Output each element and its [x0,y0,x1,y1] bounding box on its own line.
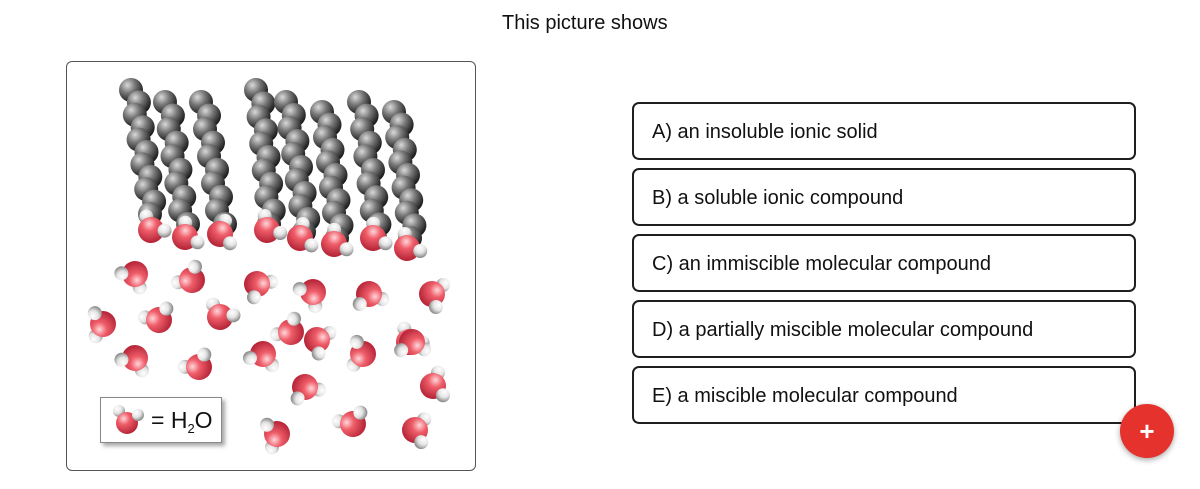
answer-option-b[interactable] [632,168,1136,226]
water-molecule [201,211,246,258]
legend-formula: = $H_2O$ [151,407,213,436]
answer-option-label: A) an insoluble ionic solid [652,121,878,143]
water-molecule [345,275,392,320]
water-molecule [281,367,329,414]
water-molecule [251,410,296,457]
water-legend [100,397,222,443]
answer-option-e[interactable] [632,366,1136,424]
molecule-figure [66,61,476,471]
water-molecule [387,224,434,269]
water-molecule [419,278,450,314]
water-molecule [301,322,338,363]
plus-icon: + [1139,415,1155,446]
water-molecule [135,293,183,340]
water-molecule [352,214,400,261]
water-molecule [164,213,212,260]
water-molecule [329,397,377,444]
water-molecule [389,324,433,365]
water-molecule [202,296,243,333]
water-molecule [175,340,222,388]
water-molecule [342,332,379,373]
water-molecule [247,206,294,251]
water-molecule [79,301,120,345]
water-molecule [112,342,153,379]
hydrogen-atom [243,351,257,365]
answer-option-c[interactable] [632,234,1136,292]
answer-option-label: D) a partially miscible molecular compound [652,319,1034,341]
question-prompt: This picture shows [502,12,668,34]
water-molecule [313,220,361,267]
water-molecule [168,254,213,301]
water-molecule [414,363,459,410]
hydrogen-atom [429,300,443,314]
water-molecule [243,341,279,372]
water-molecule [287,271,334,316]
answer-option-label: B) a soluble ionic compound [652,187,904,209]
water-molecule [110,255,154,296]
water-molecule-icon [107,401,147,441]
answer-option-label: C) an immiscible molecular compound [652,253,992,275]
answer-option-label: E) a miscible molecular compound [652,385,958,407]
add-button[interactable] [1120,404,1174,458]
water-molecule [399,411,436,452]
answer-option-d[interactable] [632,300,1136,358]
water-molecule [236,264,281,311]
answer-option-a[interactable] [632,102,1136,160]
